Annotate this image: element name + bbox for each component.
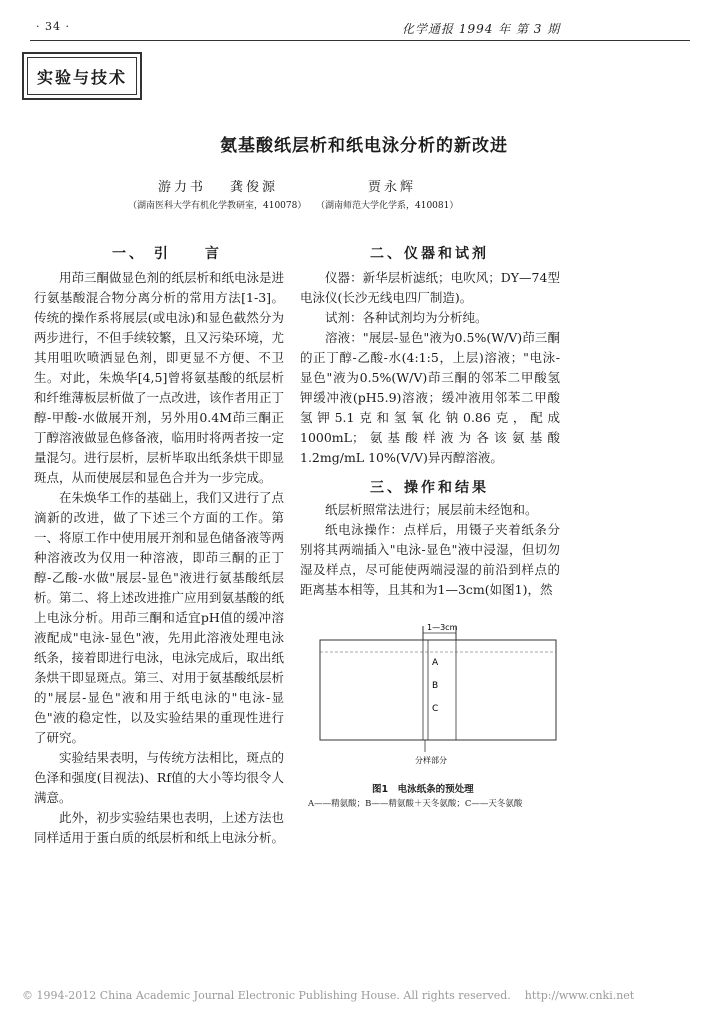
instruments-paragraph: 仪器：新华层析滤纸；电吹风；DY—74型电泳仪(长沙无线电四厂制造)。: [300, 270, 560, 305]
section-instruments-title: 二、仪器和试剂: [370, 246, 489, 262]
copyright-text: © 1994-2012 China Academic Journal Electronic Publishing House. All rights reserved.: [22, 989, 511, 1002]
paper-title: 氨基酸纸层析和纸电泳分析的新改进: [220, 136, 508, 156]
reagents-paragraph: 试剂：各种试剂均为分析纯。: [325, 310, 488, 325]
section-operations-title: 三、操作和结果: [370, 480, 489, 496]
figure-legend: A——精氨酸；B——精氨酸＋天冬氨酸；C——天冬氨酸: [308, 799, 523, 809]
sample-label-c: C: [432, 704, 439, 714]
figure-caption: 图1 电泳纸条的预处理: [372, 784, 474, 795]
column-label: 实验与技术: [22, 52, 142, 100]
intro-body: [34, 268, 284, 848]
author-2: 龚俊源: [230, 180, 279, 195]
operations-body: [300, 500, 560, 600]
operations-paragraph-2: 纸电泳操作：点样后，用镊子夹着纸条分别将其两端插入"电泳-显色"液中浸湿，但切勿湿及样点，尽可能使两端浸湿的前沿到样点的距离基本相等，且其和为1—3cm(如图1)，然: [300, 522, 560, 597]
bottom-label: 分样部分: [415, 756, 447, 765]
sample-label-a: A: [432, 658, 439, 668]
intro-paragraph-3: 实验结果表明，与传统方法相比，斑点的色泽和强度(目视法)、Rf值的大小等均很令人满意。: [34, 750, 285, 805]
footer-url[interactable]: http://www.cnki.net: [524, 989, 635, 1002]
header-rule: [30, 40, 690, 41]
affiliation-1: （湖南医科大学有机化学教研室，410078）: [128, 201, 307, 211]
figure-1: [300, 618, 562, 766]
author-1: 游力书: [158, 180, 207, 195]
page-number: · 34 ·: [36, 20, 70, 33]
operations-paragraph-1: 纸层析照常法进行；展层前未经饱和。: [325, 502, 538, 517]
journal-header: 化学通报 1994 年 第 3 期: [402, 22, 561, 36]
section-intro-title: 一、 引 言: [112, 246, 222, 262]
sample-label-b: B: [432, 681, 439, 691]
copyright-footer: [22, 989, 634, 1002]
intro-paragraph-1: 用茚三酮做显色剂的纸层析和纸电泳是进行氨基酸混合物分离分析的常用方法[1-3]。传统的操作系将展层(或电泳)和显色截然分为两步进行，不但手续较繁，且又污染环境，尤其用咀吹喷洒显色剂，即更显不方便、不卫生。对此，朱焕华[4,5]曾将氨基酸的纸层析和纤维薄板层析做了一点改进，该作者用正丁醇-甲酸-水做展开剂，另外用0.4M茚三酮正丁醇溶液做显色修备液，临用时将两者按一定量混匀。进行层析，层析毕取出纸条烘干即显斑点，从而使展层和显色合并为一步完成。: [34, 270, 285, 485]
author-3: 贾永辉: [368, 180, 417, 195]
intro-paragraph-4: 此外，初步实验结果也表明，上述方法也同样适用于蛋白质的纸层析和纸上电泳分析。: [34, 810, 285, 845]
dim-label: 1—3cm: [427, 623, 458, 632]
solutions-paragraph: 溶液："展层-显色"液为0.5%(W/V)茚三酮的正丁醇-乙酸-水(4:1:5，上层)溶液；"电泳-显色"液为0.5%(W/V)茚三酮的邻苯二甲酸氢钾缓冲液(pH5.9)溶液；缓冲液用邻苯二甲酸氢钾5.1克和氢氧化钠0.86克，配成1000mL；氨基酸样液为各该氨基酸1.2mg/mL 10%(V/V)异丙醇溶液。: [300, 330, 560, 465]
figure-1-diagram: [300, 618, 562, 766]
affiliation-2: （湖南师范大学化学系，410081）: [316, 201, 459, 211]
instruments-body: [300, 268, 560, 468]
intro-paragraph-2: 在朱焕华工作的基础上，我们又进行了点滴新的改进，做了下述三个方面的工作。第一、将原工作中使用展开剂和显色储备液等两种溶液改为仅用一种溶液，即茚三酮的正丁醇-乙酸-水做"展层-显色"液进行氨基酸纸层析。第二、将上述改进推广应用到氨基酸的纸上电泳分析。用茚三酮和适宜pH值的缓冲溶液配成"电泳-显色"液，先用此溶液处理电泳纸条，接着即进行电泳，电泳完成后，取出纸条烘干即显斑点。第三、对用于氨基酸纸层析的"展层-显色"液和用于纸电泳的"电泳-显色"液的稳定性，以及实验结果的重现性进行了研究。: [34, 490, 285, 745]
